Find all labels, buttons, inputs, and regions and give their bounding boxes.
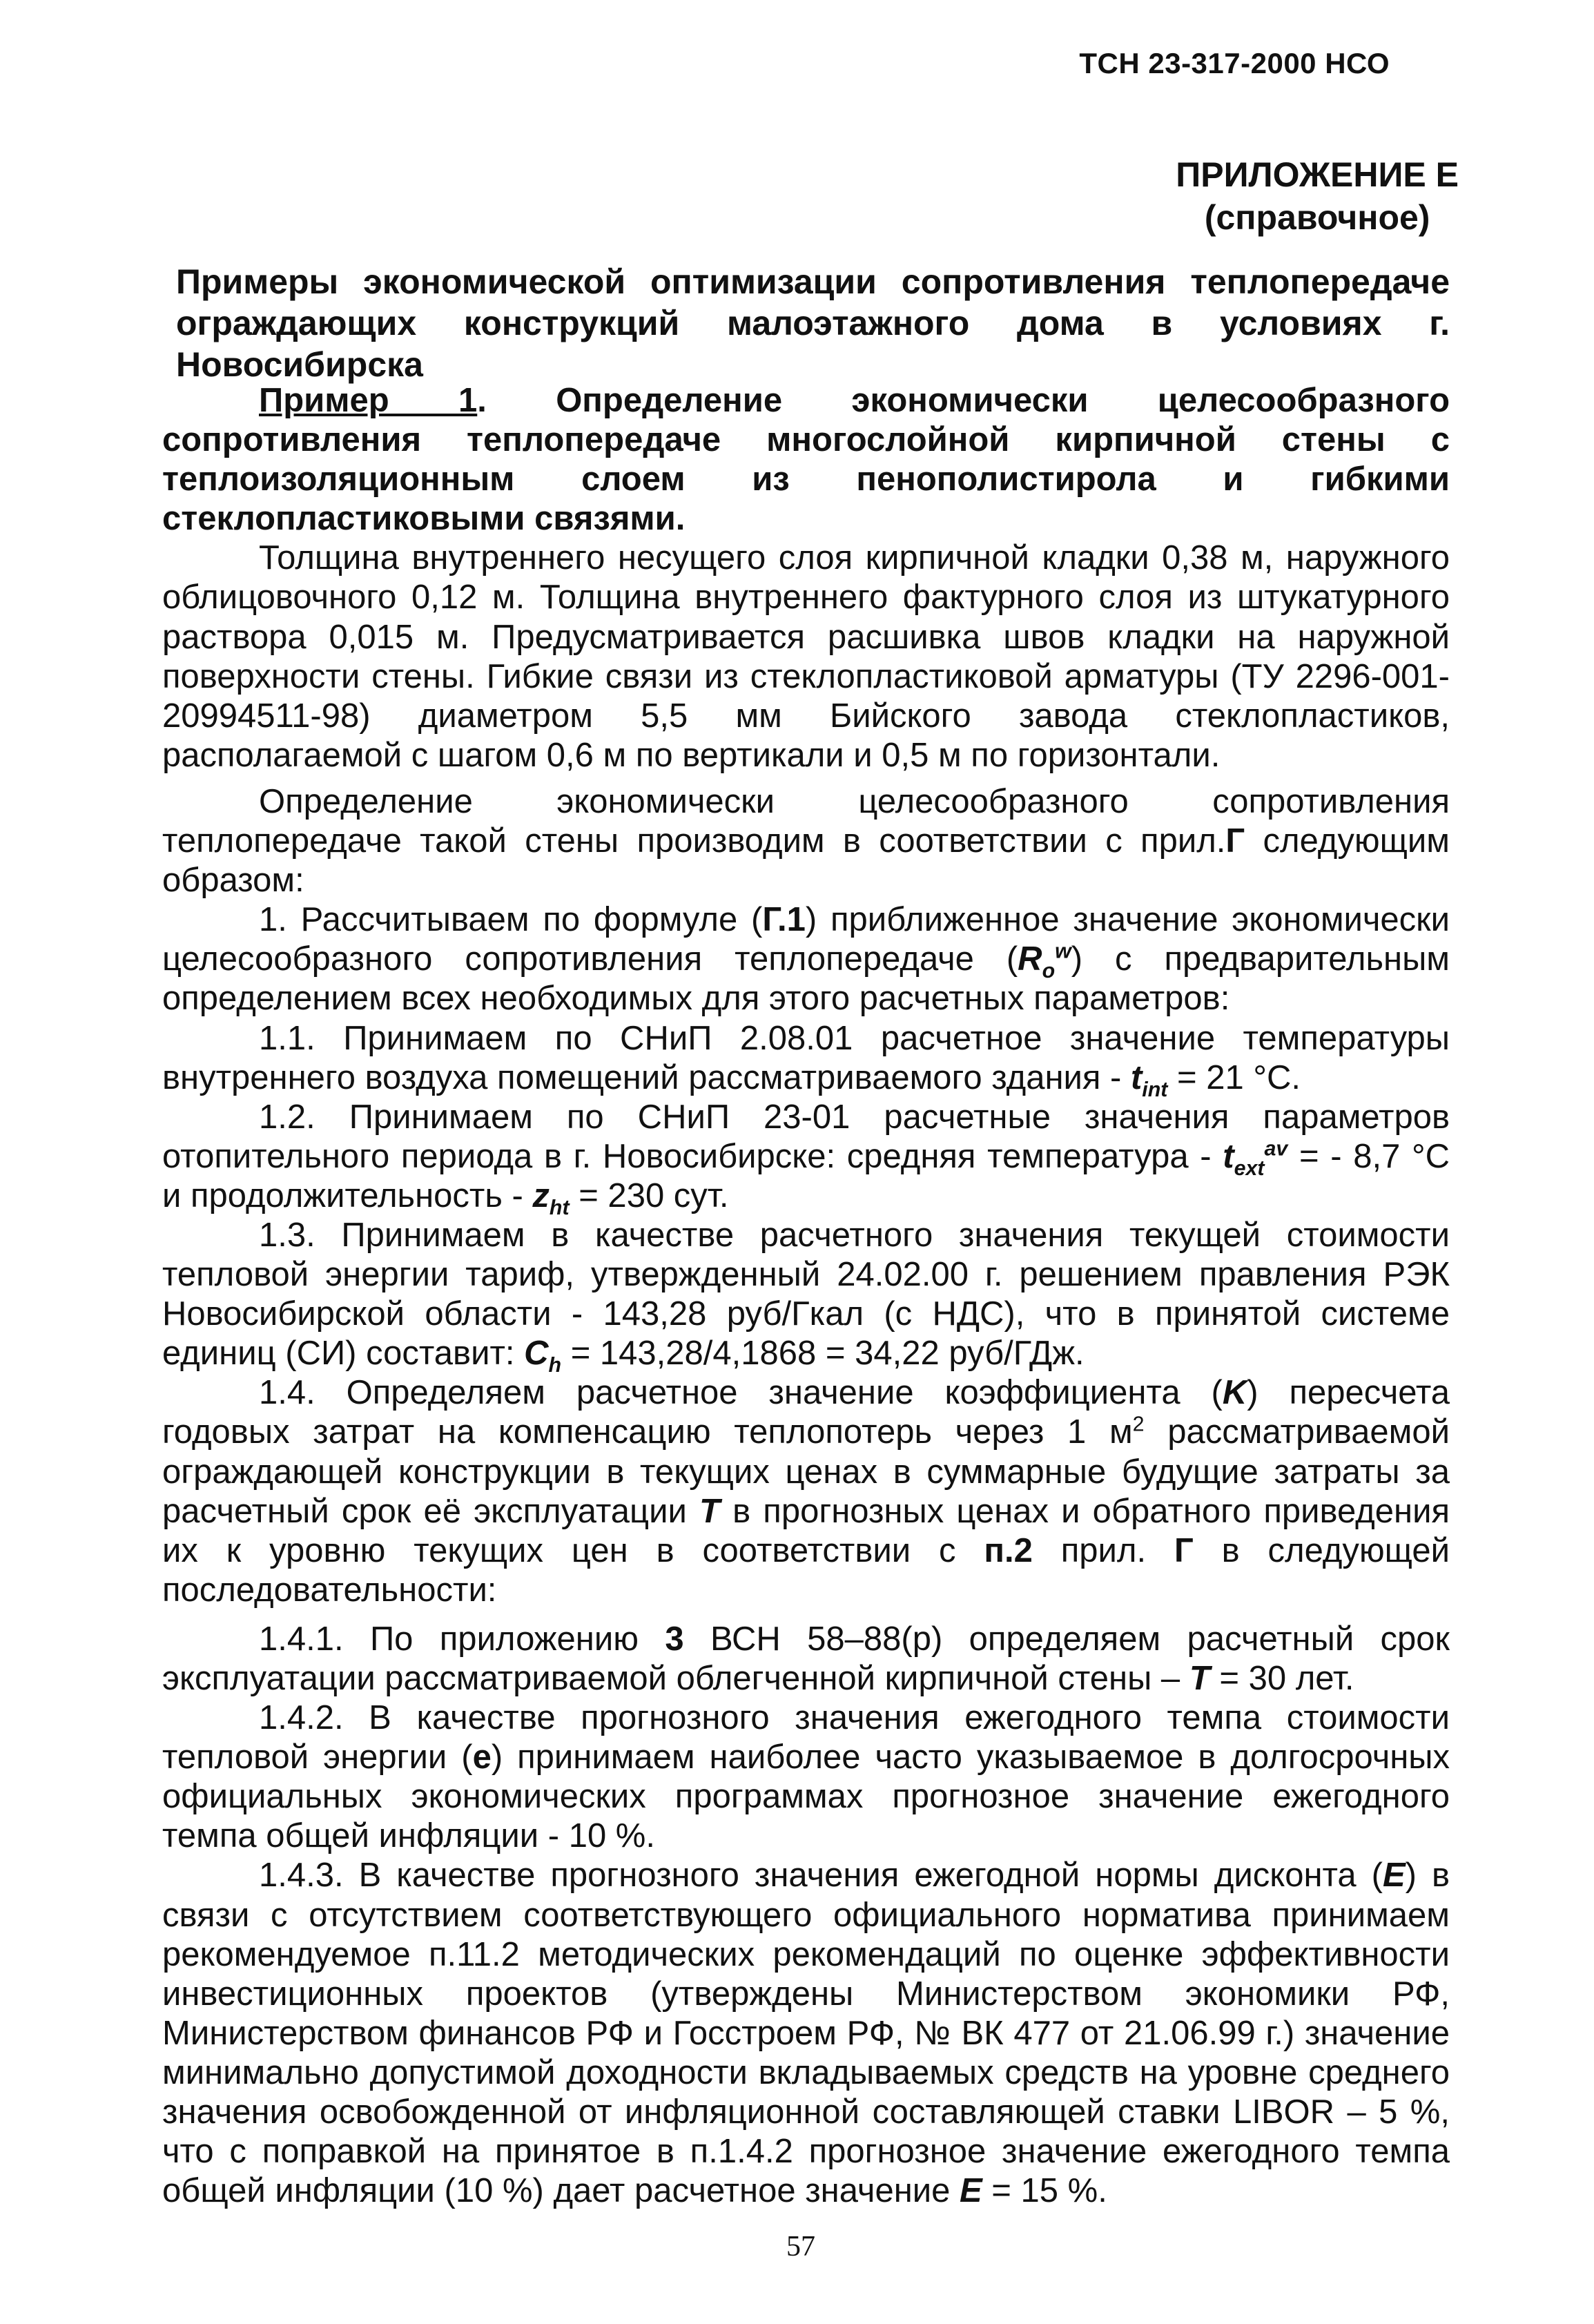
- symbol-ro: $R_o^w$: [1018, 939, 1071, 983]
- paragraph-step-1: 1. Рассчитываем по формуле (Г.1) приближенное значение экономически целесообразного сопротивления теплопередаче $(R_o^w)$ с предварительным определением всех необходимых для этого расчетных параметров:: [162, 901, 1450, 1018]
- paragraph-step-1-4-2: 1.4.2. В качестве прогнозного значения ежегодного темпа стоимости тепловой энергии (е) принимаем наиболее часто указываемое в долгосрочных официальных экономических программах прогнозное значение ежегодного темпа общей инфляции - 10 %.: [162, 1699, 1450, 1855]
- main-title: Примеры экономической оптимизации сопротивления теплопередаче ограждающих конструкций малоэтажного дома в условиях г. Новосибирска: [176, 262, 1450, 384]
- paragraph-wall-description: Толщина внутреннего несущего слоя кирпичной кладки 0,38 м, наружного облицовочного 0,12 м. Толщина внутреннего фактурного слоя из штукатурного раствора 0,015 м. Предусматривается расшивка швов кладки на наружной поверхности стены. Гибкие связи из стеклопластиковой арматуры (ТУ 2296-001-20994511-98) диаметром 5,5 мм Бийского завода стеклопластиков, располагаемой с шагом 0,6 м по вертикали и 0,5 м по горизонтали.: [162, 539, 1450, 774]
- appendix-subtitle: (справочное): [1204, 198, 1430, 237]
- symbol-zht: $z_{ht}$: [532, 1176, 570, 1219]
- symbol-text: $t_{ext}^{av}$: [1223, 1136, 1288, 1180]
- paragraph-step-1-1: 1.1. Принимаем по СНиП 2.08.01 расчетное значение температуры внутреннего воздуха помещений рассматриваемого здания - $t_{int} = 21$ °С.: [162, 1019, 1450, 1101]
- body-text: [162, 381, 1450, 2211]
- document-code: ТСН 23-317-2000 НСО: [1079, 47, 1390, 79]
- example-heading: Пример 1. Определение экономически целесообразного сопротивления теплопередаче многослойной кирпичной стены с теплоизоляционным слоем из пенополистирола и гибкими стеклопластиковыми связями.: [162, 382, 1450, 538]
- appendix-title: ПРИЛОЖЕНИЕ Е: [1176, 155, 1459, 194]
- symbol-tint: $t_{int}$: [1130, 1058, 1168, 1101]
- appendix-heading: [1176, 153, 1459, 239]
- paragraph-method: Определение экономически целесообразного сопротивления теплопередаче такой стены производим в соответствии с прил.Г следующим образом:: [162, 782, 1450, 900]
- example-label: Пример 1: [259, 382, 478, 419]
- paragraph-step-1-4: 1.4. Определяем расчетное значение коэффициента (K) пересчета годовых затрат на компенсацию теплопотерь через 1 $м^2$ рассматриваемой ограждающей конструкции в текущих ценах в суммарные будущие затраты за расчетный срок её эксплуатации T в прогнозных ценах и обратного приведения их к уровню текущих цен в соответствии с п.2 прил. Г в следующей последовательности:: [162, 1374, 1450, 1609]
- paragraph-step-1-2: 1.2. Принимаем по СНиП 23-01 расчетные значения параметров отопительного периода в г. Новосибирске: средняя температура - $t_{ext}^{av}$ = - 8,7 °С и продолжительность - $z_{ht} = 230$ сут.: [162, 1098, 1450, 1219]
- example-title: Определение экономически целесообразного сопротивления теплопередаче многослойной кирпичной стены с теплоизоляционным слоем из пенополистирола и гибкими стеклопластиковыми связями.: [162, 382, 1450, 538]
- paragraph-step-1-4-1: 1.4.1. По приложению 3 ВСН 58–88(р) определяем расчетный срок эксплуатации рассматриваемой облегченной кирпичной стены – T = 30 лет.: [162, 1620, 1450, 1697]
- paragraph-step-1-3: 1.3. Принимаем в качестве расчетного значения текущей стоимости тепловой энергии тариф, утвержденный 24.02.00 г. решением правления РЭК Новосибирской области - 143,28 руб/Гкал (с НДС), что в принятой системе единиц (СИ) составит: $C_h = 143,28/4,1868 = 34,22$ руб/ГДж.: [162, 1216, 1450, 1377]
- symbol-ch: $C_h$: [524, 1335, 562, 1377]
- page-number: 57: [786, 2231, 815, 2263]
- paragraph-step-1-4-3: 1.4.3. В качестве прогнозного значения ежегодной нормы дисконта (E) в связи с отсутствием соответствующего официального норматива принимаем рекомендуемое п.11.2 методических рекомендаций по оценке эффективности инвестиционных проектов (утверждены Министерством экономики РФ, Министерством финансов РФ и Госстроем РФ, № ВК 477 от 21.06.99 г.) значение минимально допустимой доходности вкладываемых средств на уровне среднего значения освобожденной от инфляционной составляющей ставки LIBOR – 5 %, что с поправкой на принятое в п.1.4.2 прогнозное значение ежегодного темпа общей инфляции (10 %) дает расчетное значение E = 15 %.: [162, 1857, 1450, 2210]
